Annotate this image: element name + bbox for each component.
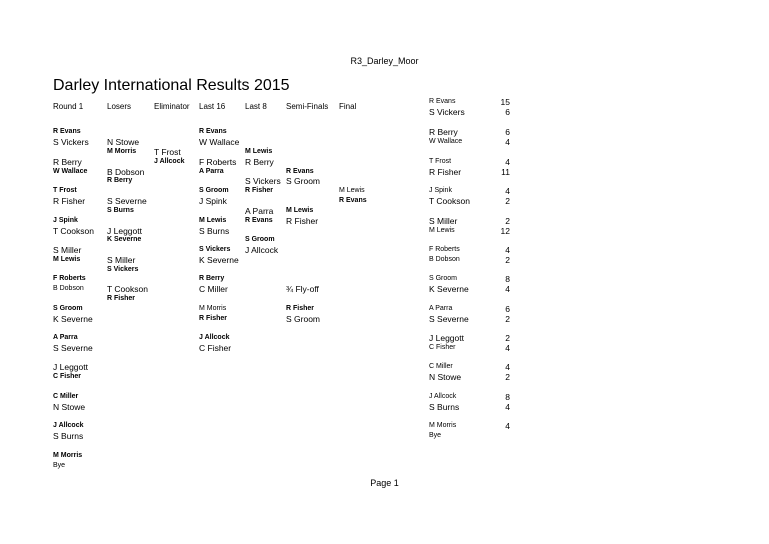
bracket-round1-entry: S Severne [53, 343, 93, 353]
bracket-losers-entry: S Severne [107, 196, 147, 206]
column-header-last8: Last 8 [245, 102, 267, 111]
bracket-last16-entry: M Morris [199, 305, 227, 312]
bracket-round1-entry: S Miller [53, 245, 82, 255]
result-score: 4 [505, 157, 510, 167]
bracket-last16-entry: C Miller [199, 284, 228, 294]
bracket-round1-entry: N Stowe [53, 402, 86, 412]
column-header-semifinals: Semi-Finals [286, 102, 329, 111]
bracket-last8-entry: S Groom [245, 236, 275, 243]
result-name: M Lewis [429, 227, 455, 234]
bracket-losers-entry: N Stowe [107, 137, 140, 147]
result-score: 4 [505, 284, 510, 294]
result-score: 4 [505, 137, 510, 147]
bracket-round1-entry: R Fisher [53, 196, 86, 206]
result-name: F Roberts [429, 246, 460, 253]
bracket-semis-entry: S Groom [286, 314, 321, 324]
result-score: 8 [505, 392, 510, 402]
result-name: S Groom [429, 275, 458, 282]
result-score: 11 [501, 167, 510, 177]
bracket-last16-entry: J Spink [199, 196, 227, 206]
result-name: J Spink [429, 187, 452, 194]
result-name: N Stowe [429, 372, 462, 382]
bracket-round1-entry: K Severne [53, 314, 93, 324]
bracket-last16-entry: C Fisher [199, 343, 232, 353]
bracket-round1-entry: Bye [53, 462, 66, 469]
column-header-eliminator: Eliminator [154, 102, 190, 111]
page-title: Darley International Results 2015 [53, 77, 290, 94]
bracket-round1-entry: R Evans [53, 128, 81, 135]
bracket-eliminator-entry: T Frost [154, 147, 181, 157]
result-name: B Dobson [429, 256, 460, 263]
result-score: 6 [505, 107, 510, 117]
result-score: 2 [505, 196, 510, 206]
bracket-losers-entry: S Burns [107, 207, 134, 214]
bracket-last8-entry: R Berry [245, 157, 274, 167]
bracket-losers-entry: J Leggott [107, 226, 142, 236]
bracket-losers-entry: S Miller [107, 255, 136, 265]
bracket-last16-entry: R Fisher [199, 315, 228, 322]
bracket-last8-entry: S Vickers [245, 176, 281, 186]
result-name: R Fisher [429, 167, 462, 177]
result-name: Bye [429, 432, 442, 439]
bracket-eliminator-entry: J Allcock [154, 158, 185, 165]
bracket-last16-entry: W Wallace [199, 137, 240, 147]
result-score: 2 [505, 314, 510, 324]
result-name: R Evans [429, 98, 456, 105]
bracket-semis-entry: R Fisher [286, 305, 315, 312]
result-name: K Severne [429, 284, 469, 294]
bracket-last16-entry: F Roberts [199, 157, 237, 167]
result-score: 2 [505, 216, 510, 226]
bracket-final-entry: R Evans [339, 197, 367, 204]
result-name: J Leggott [429, 333, 464, 343]
bracket-last8-entry: R Evans [245, 217, 273, 224]
result-score: 8 [505, 274, 510, 284]
bracket-round1-entry: J Spink [53, 217, 78, 224]
bracket-round1-entry: B Dobson [53, 285, 84, 292]
result-name: S Vickers [429, 107, 465, 117]
result-name: S Miller [429, 216, 458, 226]
result-score: 2 [505, 333, 510, 343]
bracket-last16-entry: K Severne [199, 255, 239, 265]
bracket-round1-entry: M Morris [53, 452, 83, 459]
bracket-last16-entry: M Lewis [199, 217, 227, 224]
column-header-last16: Last 16 [199, 102, 226, 111]
bracket-round1-entry: R Berry [53, 157, 82, 167]
column-header-round1: Round 1 [53, 102, 84, 111]
bracket-round1-entry: S Groom [53, 305, 83, 312]
bracket-semis-entry: M Lewis [286, 207, 314, 214]
bracket-semis-entry: R Evans [286, 168, 314, 175]
result-score: 15 [500, 97, 510, 107]
result-score: 2 [505, 255, 510, 265]
bracket-semis-entry: R Fisher [286, 216, 319, 226]
bracket-last16-entry: A Parra [199, 168, 224, 175]
bracket-semis-entry: S Groom [286, 176, 321, 186]
bracket-round1-entry: T Frost [53, 187, 77, 194]
file-header: R3_Darley_Moor [350, 56, 419, 66]
page-number: Page 1 [370, 478, 399, 488]
bracket-round1-entry: J Allcock [53, 422, 84, 429]
bracket-round1-entry: F Roberts [53, 275, 86, 282]
bracket-last16-entry: S Vickers [199, 246, 231, 253]
result-name: M Morris [429, 422, 457, 429]
bracket-losers-entry: S Vickers [107, 266, 139, 273]
bracket-round1-entry: C Fisher [53, 373, 82, 380]
bracket-round1-entry: T Cookson [53, 226, 94, 236]
bracket-last16-entry: J Allcock [199, 334, 230, 341]
result-score: 4 [505, 186, 510, 196]
result-name: T Cookson [429, 196, 470, 206]
bracket-last16-entry: S Burns [199, 226, 230, 236]
bracket-losers-entry: R Fisher [107, 295, 136, 302]
result-name: T Frost [429, 158, 452, 165]
result-name: C Fisher [429, 344, 456, 351]
result-score: 6 [505, 304, 510, 314]
result-name: S Severne [429, 314, 469, 324]
bracket-last8-entry: A Parra [245, 206, 274, 216]
bracket-round1-entry: C Miller [53, 393, 79, 400]
bracket-round1-entry: W Wallace [53, 168, 88, 175]
bracket-round1-entry: S Vickers [53, 137, 89, 147]
bracket-final-entry: M Lewis [339, 187, 365, 194]
bracket-losers-entry: T Cookson [107, 284, 148, 294]
bracket-last8-entry: R Fisher [245, 187, 274, 194]
result-name: S Burns [429, 402, 460, 412]
result-score: 4 [505, 343, 510, 353]
result-name: C Miller [429, 363, 453, 370]
result-score: 12 [500, 226, 510, 236]
bracket-round1-entry: J Leggott [53, 362, 88, 372]
result-score: 4 [505, 362, 510, 372]
bracket-semis-entry: ¾ Fly-off [286, 284, 319, 294]
result-name: W Wallace [429, 138, 463, 145]
bracket-round1-entry: M Lewis [53, 256, 81, 263]
bracket-round1-entry: S Burns [53, 431, 84, 441]
bracket-losers-entry: B Dobson [107, 167, 145, 177]
bracket-last16-entry: R Berry [199, 275, 225, 282]
result-score: 4 [505, 245, 510, 255]
bracket-losers-entry: R Berry [107, 177, 133, 184]
bracket-losers-entry: M Morris [107, 148, 137, 155]
result-name: J Allcock [429, 393, 457, 400]
bracket-round1-entry: A Parra [53, 334, 78, 341]
bracket-last8-entry: M Lewis [245, 148, 273, 155]
column-header-final: Final [339, 102, 357, 111]
result-score: 6 [505, 127, 510, 137]
bracket-last8-entry: J Allcock [245, 245, 279, 255]
result-score: 4 [505, 402, 510, 412]
result-score: 2 [505, 372, 510, 382]
result-name: A Parra [429, 305, 453, 312]
bracket-last16-entry: R Evans [199, 128, 227, 135]
column-header-losers: Losers [107, 102, 132, 111]
result-name: R Berry [429, 127, 458, 137]
result-score: 4 [505, 421, 510, 431]
bracket-last16-entry: S Groom [199, 187, 229, 194]
bracket-losers-entry: K Severne [107, 236, 142, 243]
